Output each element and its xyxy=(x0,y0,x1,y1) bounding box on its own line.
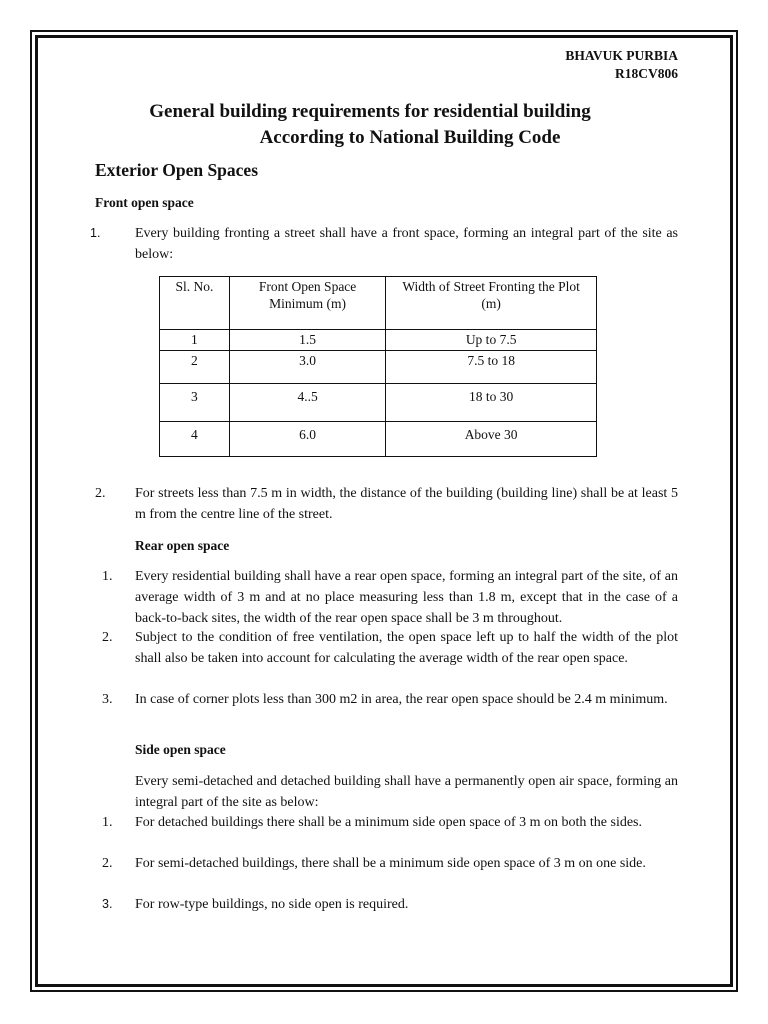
side-item-2-number: 2. xyxy=(102,856,113,871)
exterior-heading: Exterior Open Spaces xyxy=(95,160,259,180)
table-cell: 7.5 to 18 xyxy=(386,351,597,384)
rear-item-1-number: 1. xyxy=(102,569,113,584)
table-cell: 4 xyxy=(160,422,230,457)
table-header-cell: Front Open Space Minimum (m) xyxy=(229,277,385,330)
table-cell: 18 to 30 xyxy=(386,384,597,422)
side-heading: Side open space xyxy=(135,742,226,757)
author-name: BHAVUK PURBIA xyxy=(565,48,678,63)
table-cell: 1.5 xyxy=(229,330,385,351)
front-space-table xyxy=(159,276,597,457)
author-block xyxy=(565,47,678,83)
front-item-2-text: For streets less than 7.5 m in width, the distance of the building (building line) shall be at least 5 m from the centre line of the street. xyxy=(135,486,678,522)
table-row xyxy=(160,330,597,351)
side-item-2-text: For semi-detached buildings, there shall be a minimum side open space of 3 m on one side. xyxy=(135,856,646,871)
rear-item-2-text: Subject to the condition of free ventilation, the open space left up to half the width of the plot shall also be taken into account for calculating the average width of the rear open space. xyxy=(135,630,678,666)
side-item-1-text: For detached buildings there shall be a minimum side open space of 3 m on both the sides. xyxy=(135,815,643,830)
table-header-unit: (m) xyxy=(481,296,501,311)
side-intro: Every semi-detached and detached building shall have a permanently open air space, forming an integral part of the site as below: xyxy=(135,774,699,810)
table-cell: 3 xyxy=(160,384,230,422)
table-header-cell: Sl. No. xyxy=(160,277,230,330)
rear-item-3-text: In case of corner plots less than 300 m2 in area, the rear open space should be 2.4 m minimum. xyxy=(135,692,668,707)
rear-item-2-number: 2. xyxy=(102,630,113,645)
rear-item-3-number: 3. xyxy=(102,692,113,707)
author-id: R18CV806 xyxy=(615,66,678,81)
table-cell: Up to 7.5 xyxy=(386,330,597,351)
side-item-3-text: For row-type buildings, no side open is required. xyxy=(135,897,409,912)
side-item-3-number: 3. xyxy=(102,897,113,911)
rear-item-1-text: Every residential building shall have a rear open space, forming an integral part of the site, of an average width of 3 m and at no place measuring less than 1.8 m, except that in the case of a back-to-back sites, the width of the rear open space shall be 3 m throughout. xyxy=(135,569,678,626)
front-item-2-number: 2. xyxy=(95,486,106,501)
page-subtitle: According to National Building Code xyxy=(259,127,561,148)
table-row xyxy=(160,351,597,384)
table-header-cell xyxy=(386,277,597,330)
table-header-text: Width of Street Fronting the Plot xyxy=(402,279,580,294)
table-cell: 6.0 xyxy=(229,422,385,457)
table-header-row xyxy=(160,277,597,330)
front-item-1-number: 1. xyxy=(90,226,101,240)
front-heading: Front open space xyxy=(95,195,194,210)
table-row xyxy=(160,422,597,457)
front-item-1-text: Every building fronting a street shall have a front space, forming an integral part of the site as below: xyxy=(135,226,678,262)
page-title: General building requirements for residential building xyxy=(149,101,591,122)
table-cell: 3.0 xyxy=(229,351,385,384)
table-cell: 1 xyxy=(160,330,230,351)
table-cell: Above 30 xyxy=(386,422,597,457)
table-cell: 2 xyxy=(160,351,230,384)
table-cell: 4..5 xyxy=(229,384,385,422)
side-item-1-number: 1. xyxy=(102,815,113,830)
table-row xyxy=(160,384,597,422)
rear-heading: Rear open space xyxy=(135,538,230,553)
